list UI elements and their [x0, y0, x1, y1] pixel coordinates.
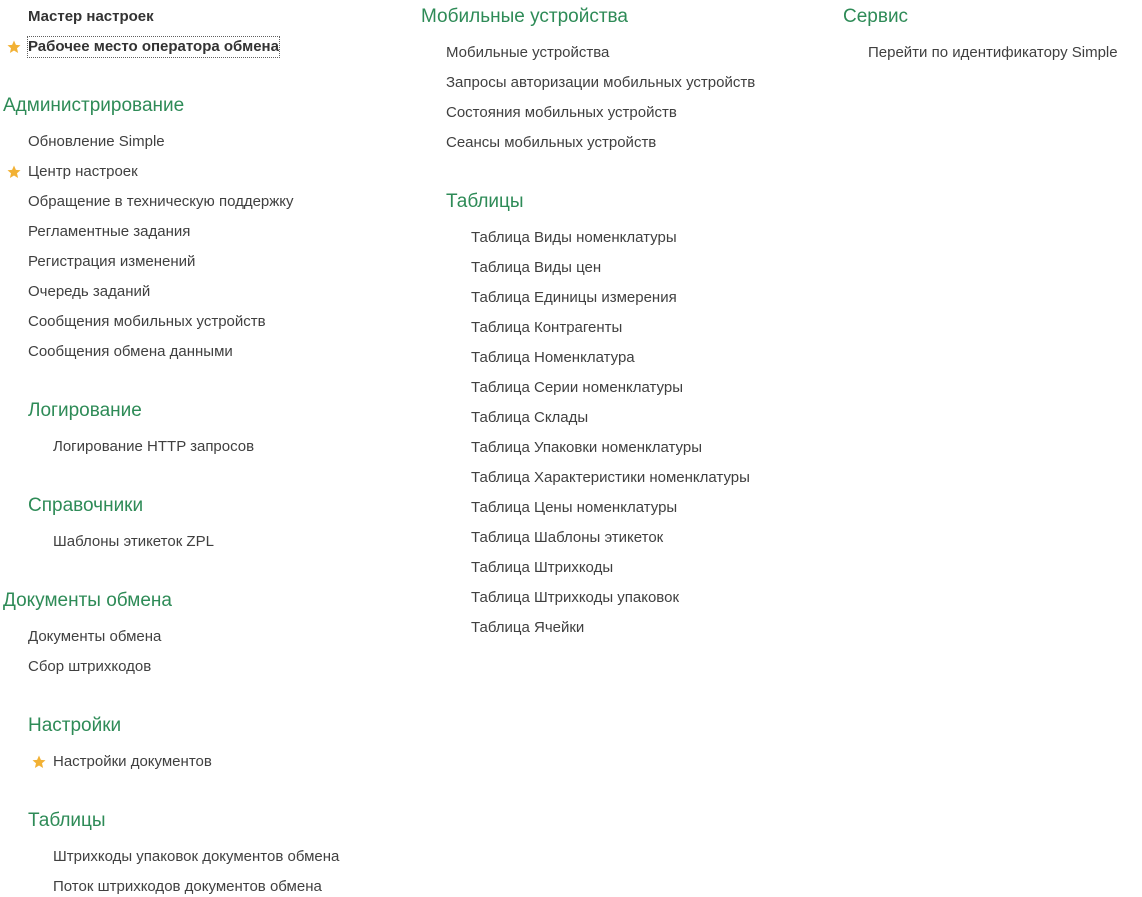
service-heading: Сервис	[843, 6, 909, 27]
mobile-item-sessions[interactable]: Сеансы мобильных устройств	[446, 134, 657, 151]
mobile-table-item[interactable]: Таблица Штрихкоды упаковок	[471, 589, 680, 606]
mobile-table-item[interactable]: Таблица Упаковки номенклатуры	[471, 439, 703, 456]
admin-item-mobile-messages[interactable]: Сообщения мобильных устройств	[28, 313, 266, 330]
admin-item-job-queue[interactable]: Очередь заданий	[28, 283, 151, 300]
mobile-table-item[interactable]: Таблица Ячейки	[471, 619, 585, 636]
mobile-table-item[interactable]: Таблица Контрагенты	[471, 319, 623, 336]
admin-heading: Администрирование	[3, 95, 185, 116]
exchange-docs-item-docs[interactable]: Документы обмена	[28, 628, 162, 645]
mobile-table-item[interactable]: Таблица Серии номенклатуры	[471, 379, 683, 396]
mobile-table-item[interactable]: Таблица Единицы измерения	[471, 289, 677, 306]
exchange-tables-item-package-barcodes[interactable]: Штрихкоды упаковок документов обмена	[53, 848, 340, 865]
mobile-table-item[interactable]: Таблица Виды номенклатуры	[471, 229, 677, 246]
admin-item-support[interactable]: Обращение в техническую поддержку	[28, 193, 294, 210]
mobile-item-devices[interactable]: Мобильные устройства	[446, 44, 610, 61]
star-icon	[32, 755, 46, 769]
logging-heading: Логирование	[28, 400, 142, 421]
exchange-docs-heading: Документы обмена	[3, 590, 172, 611]
admin-item-exchange-messages[interactable]: Сообщения обмена данными	[28, 343, 233, 360]
mobile-table-item[interactable]: Таблица Виды цен	[471, 259, 602, 276]
service-item-goto-id[interactable]: Перейти по идентификатору Simple	[868, 44, 1118, 61]
mobile-heading: Мобильные устройства	[421, 6, 628, 27]
star-icon	[7, 165, 21, 179]
mobile-table-item[interactable]: Таблица Цены номенклатуры	[471, 499, 678, 516]
admin-item-settings-center[interactable]: Центр настроек	[28, 163, 138, 180]
mobile-table-item[interactable]: Таблица Характеристики номенклатуры	[471, 469, 750, 486]
mobile-table-item[interactable]: Таблица Шаблоны этикеток	[471, 529, 664, 546]
catalogs-item-zpl-templates[interactable]: Шаблоны этикеток ZPL	[53, 533, 214, 550]
admin-item-change-registration[interactable]: Регистрация изменений	[28, 253, 196, 270]
admin-item-scheduled-jobs[interactable]: Регламентные задания	[28, 223, 191, 240]
exchange-docs-item-barcode-collection[interactable]: Сбор штрихкодов	[28, 658, 152, 675]
exchange-tables-heading: Таблицы	[28, 810, 106, 831]
mobile-item-auth-requests[interactable]: Запросы авторизации мобильных устройств	[446, 74, 756, 91]
star-icon	[7, 40, 21, 54]
admin-item-update[interactable]: Обновление Simple	[28, 133, 165, 150]
logging-item-http[interactable]: Логирование HTTP запросов	[53, 438, 255, 455]
settings-wizard-link[interactable]: Мастер настроек	[28, 8, 154, 25]
exchange-tables-item-barcode-stream[interactable]: Поток штрихкодов документов обмена	[53, 878, 322, 895]
mobile-table-item[interactable]: Таблица Номенклатура	[471, 349, 635, 366]
mobile-table-item[interactable]: Таблица Склады	[471, 409, 589, 426]
mobile-item-states[interactable]: Состояния мобильных устройств	[446, 104, 677, 121]
mobile-tables-heading: Таблицы	[446, 191, 524, 212]
mobile-table-item[interactable]: Таблица Штрихкоды	[471, 559, 614, 576]
settings-item-doc-settings[interactable]: Настройки документов	[53, 753, 212, 770]
catalogs-heading: Справочники	[28, 495, 144, 516]
settings-heading: Настройки	[28, 715, 122, 736]
operator-workplace-link[interactable]: Рабочее место оператора обмена	[28, 38, 279, 55]
